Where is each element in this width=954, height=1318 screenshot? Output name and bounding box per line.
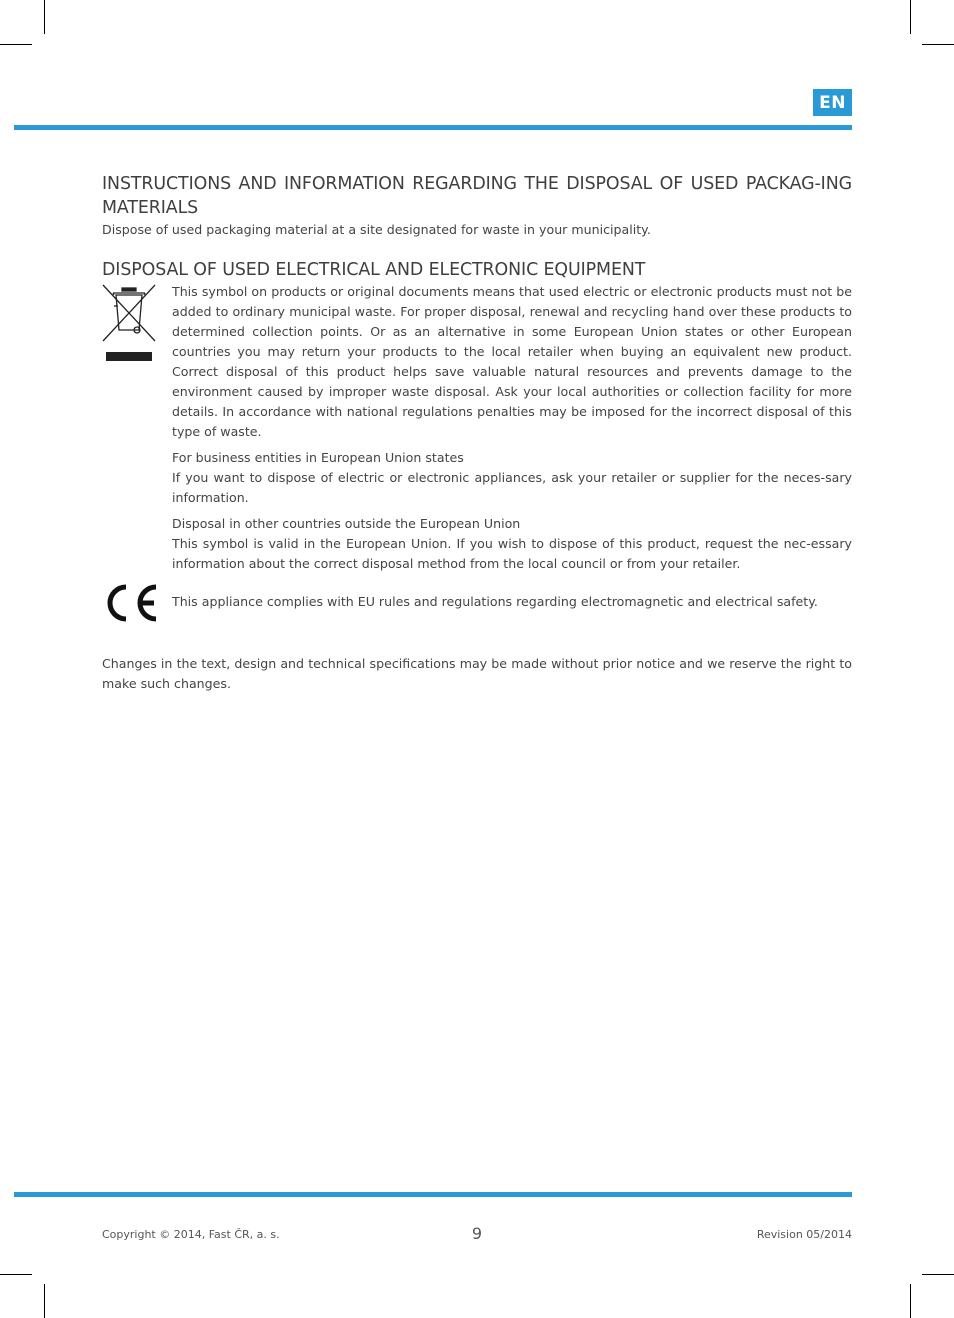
main-content xyxy=(102,172,852,694)
section-title-weee: DISPOSAL OF USED ELECTRICAL AND ELECTRONIC EQUIPMENT xyxy=(102,260,646,280)
weee-text: This symbol on products or original documents means that used electric or electronic products must not be added to ordinary municipal waste. For proper disposal, renewal and recycling hand over these products to determined collection points. Or as an alternative in some European Union states or other European countries you may return your products to the local retailer when buying an equivalent new product. Correct disposal of this product helps save valuable natural resources and prevents damage to the environment caused by improper waste disposal. Ask your local authorities or collection facility for more details. In accordance with national regulations penalties may be imposed for the incorrect disposal of this type of waste. xyxy=(172,284,852,439)
language-badge: EN xyxy=(813,89,852,116)
ce-text: This appliance complies with EU rules and regulations regarding electromagnetic and electrical safety. xyxy=(172,594,818,609)
crop-mark xyxy=(44,1284,45,1318)
ce-mark-icon xyxy=(102,582,160,624)
revision: Revision 05/2014 xyxy=(756,1228,852,1241)
crop-mark xyxy=(910,0,911,34)
changes-notice: Changes in the text, design and technical specifications may be made without prior notice and we reserve the right to make such changes. xyxy=(102,656,852,691)
header-rule xyxy=(14,125,852,130)
packaging-text: Dispose of used packaging material at a site designated for waste in your municipality. xyxy=(102,222,651,237)
crop-mark xyxy=(922,44,954,45)
ce-block xyxy=(102,592,852,634)
crop-mark xyxy=(910,1284,911,1318)
crop-mark xyxy=(44,0,45,34)
section-title-packaging: INSTRUCTIONS AND INFORMATION REGARDING THE DISPOSAL OF USED PACKAG-ING MATERIALS xyxy=(102,174,852,218)
business-text: If you want to dispose of electric or electronic appliances, ask your retailer or supplier for the neces-sary information. xyxy=(172,470,852,505)
copyright: Copyright © 2014, Fast ČR, a. s. xyxy=(102,1228,280,1241)
footer-rule xyxy=(14,1192,852,1197)
crop-mark xyxy=(0,44,32,45)
weee-block xyxy=(102,282,852,574)
page-number: 9 xyxy=(471,1224,483,1243)
crossed-out-wheelie-bin-icon xyxy=(102,284,156,364)
crop-mark xyxy=(0,1274,32,1275)
crop-mark xyxy=(922,1274,954,1275)
business-heading: For business entities in European Union states xyxy=(172,450,464,465)
other-countries-text: This symbol is valid in the European Union. If you wish to dispose of this product, request the nec-essary information about the correct disposal method from the local council or from your retailer. xyxy=(172,536,852,571)
other-countries-heading: Disposal in other countries outside the European Union xyxy=(172,516,521,531)
